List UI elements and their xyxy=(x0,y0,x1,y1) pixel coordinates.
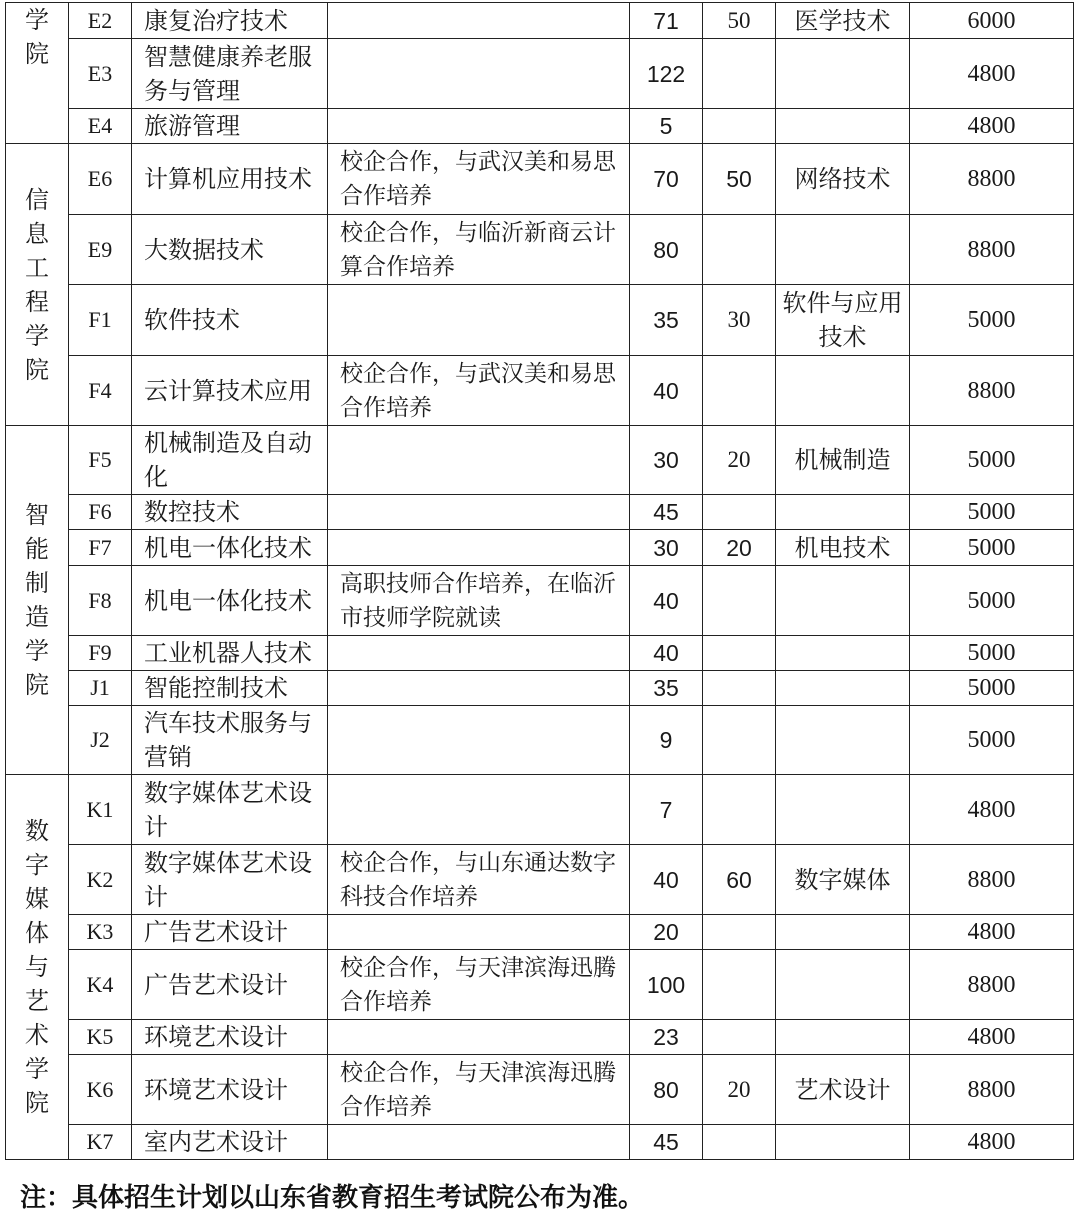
tuition-fee: 8800 xyxy=(910,845,1074,915)
pipeline-plan-count: 20 xyxy=(703,530,776,566)
college-char: 信 xyxy=(25,185,49,214)
tuition-fee: 8800 xyxy=(910,356,1074,426)
major-name: 计算机应用技术 xyxy=(132,144,328,215)
major-code: E3 xyxy=(69,39,132,109)
tuition-fee: 8800 xyxy=(910,950,1074,1020)
major-name: 大数据技术 xyxy=(132,215,328,285)
plan-count: 30 xyxy=(630,426,703,495)
table-row xyxy=(6,144,1074,215)
plan-count: 20 xyxy=(630,915,703,950)
pipeline-plan-count xyxy=(703,39,776,109)
pipeline-major xyxy=(776,495,910,530)
major-note: 校企合作，与武汉美和易思合作培养 xyxy=(328,356,630,426)
table-row xyxy=(6,775,1074,845)
table-row xyxy=(6,950,1074,1020)
pipeline-plan-count xyxy=(703,775,776,845)
major-code: K5 xyxy=(69,1020,132,1055)
major-code: F5 xyxy=(69,426,132,495)
major-code: J2 xyxy=(69,706,132,775)
table-row xyxy=(6,426,1074,495)
pipeline-plan-count xyxy=(703,109,776,144)
table-row xyxy=(6,915,1074,950)
pipeline-major xyxy=(776,109,910,144)
pipeline-plan-count: 50 xyxy=(703,3,776,39)
major-code: E2 xyxy=(69,3,132,39)
major-code: K1 xyxy=(69,775,132,845)
college-char: 字 xyxy=(25,851,49,879)
major-note xyxy=(328,671,630,706)
pipeline-major: 机械制造 xyxy=(776,426,910,495)
major-name: 数控技术 xyxy=(132,495,328,530)
college-cell xyxy=(6,775,69,1160)
major-code: F8 xyxy=(69,566,132,636)
tuition-fee: 5000 xyxy=(910,285,1074,356)
table-row xyxy=(6,530,1074,566)
major-code: E9 xyxy=(69,215,132,285)
plan-count: 35 xyxy=(630,671,703,706)
pipeline-major xyxy=(776,915,910,950)
plan-count: 70 xyxy=(630,144,703,215)
pipeline-plan-count xyxy=(703,356,776,426)
college-char: 院 xyxy=(25,671,49,699)
table-row xyxy=(6,671,1074,706)
plan-count: 5 xyxy=(630,109,703,144)
pipeline-major: 艺术设计 xyxy=(776,1055,910,1125)
plan-count: 80 xyxy=(630,215,703,285)
major-name: 工业机器人技术 xyxy=(132,636,328,671)
college-char: 院 xyxy=(25,40,49,68)
tuition-fee: 5000 xyxy=(910,671,1074,706)
major-note xyxy=(328,285,630,356)
college-char: 制 xyxy=(25,569,49,597)
table-row xyxy=(6,1020,1074,1055)
college-char: 院 xyxy=(25,1089,49,1117)
college-char: 与 xyxy=(25,953,49,981)
pipeline-major xyxy=(776,1125,910,1160)
plan-count: 45 xyxy=(630,495,703,530)
pipeline-major: 机电技术 xyxy=(776,530,910,566)
tuition-fee: 5000 xyxy=(910,566,1074,636)
major-name: 机械制造及自动化 xyxy=(132,426,328,495)
tuition-fee: 4800 xyxy=(910,109,1074,144)
major-note xyxy=(328,636,630,671)
college-char: 院 xyxy=(25,355,49,384)
table-row xyxy=(6,215,1074,285)
college-char: 工 xyxy=(25,253,49,282)
college-char: 学 xyxy=(25,321,49,350)
table-row xyxy=(6,845,1074,915)
college-char: 学 xyxy=(25,637,49,665)
college-char: 艺 xyxy=(25,987,49,1015)
pipeline-major: 数字媒体 xyxy=(776,845,910,915)
major-note: 校企合作，与天津滨海迅腾合作培养 xyxy=(328,1055,630,1125)
pipeline-major xyxy=(776,636,910,671)
major-code: F7 xyxy=(69,530,132,566)
plan-count: 40 xyxy=(630,636,703,671)
major-name: 环境艺术设计 xyxy=(132,1020,328,1055)
tuition-fee: 4800 xyxy=(910,775,1074,845)
plan-count: 40 xyxy=(630,845,703,915)
major-name: 广告艺术设计 xyxy=(132,950,328,1020)
pipeline-major xyxy=(776,566,910,636)
major-note: 校企合作，与天津滨海迅腾合作培养 xyxy=(328,950,630,1020)
tuition-fee: 5000 xyxy=(910,530,1074,566)
tuition-fee: 8800 xyxy=(910,215,1074,285)
major-name: 数字媒体艺术设计 xyxy=(132,845,328,915)
major-note xyxy=(328,39,630,109)
pipeline-major: 软件与应用技术 xyxy=(776,285,910,356)
table-row xyxy=(6,3,1074,39)
pipeline-plan-count: 20 xyxy=(703,1055,776,1125)
major-name: 汽车技术服务与营销 xyxy=(132,706,328,775)
college-char: 体 xyxy=(25,919,49,947)
pipeline-major xyxy=(776,1020,910,1055)
pipeline-plan-count: 30 xyxy=(703,285,776,356)
major-name: 室内艺术设计 xyxy=(132,1125,328,1160)
table-row xyxy=(6,706,1074,775)
college-char: 数 xyxy=(25,817,49,845)
pipeline-plan-count xyxy=(703,566,776,636)
plan-count: 122 xyxy=(630,39,703,109)
major-code: F4 xyxy=(69,356,132,426)
major-name: 旅游管理 xyxy=(132,109,328,144)
tuition-fee: 4800 xyxy=(910,1020,1074,1055)
pipeline-plan-count xyxy=(703,636,776,671)
tuition-fee: 4800 xyxy=(910,1125,1074,1160)
plan-count: 40 xyxy=(630,356,703,426)
tuition-fee: 5000 xyxy=(910,495,1074,530)
table-row xyxy=(6,636,1074,671)
pipeline-plan-count: 20 xyxy=(703,426,776,495)
college-char: 智 xyxy=(25,501,49,529)
pipeline-plan-count xyxy=(703,215,776,285)
plan-count: 35 xyxy=(630,285,703,356)
major-name: 智能控制技术 xyxy=(132,671,328,706)
college-cell xyxy=(6,426,69,775)
college-char: 学 xyxy=(25,1055,49,1083)
plan-count: 71 xyxy=(630,3,703,39)
table-row xyxy=(6,1055,1074,1125)
tuition-fee: 4800 xyxy=(910,915,1074,950)
college-char: 媒 xyxy=(25,885,49,913)
major-note: 高职技师合作培养，在临沂市技师学院就读 xyxy=(328,566,630,636)
pipeline-major xyxy=(776,950,910,1020)
major-code: F9 xyxy=(69,636,132,671)
tuition-fee: 5000 xyxy=(910,636,1074,671)
major-code: E4 xyxy=(69,109,132,144)
pipeline-plan-count xyxy=(703,1020,776,1055)
table-row xyxy=(6,285,1074,356)
pipeline-plan-count xyxy=(703,915,776,950)
plan-count: 30 xyxy=(630,530,703,566)
major-name: 康复治疗技术 xyxy=(132,3,328,39)
major-code: E6 xyxy=(69,144,132,215)
major-name: 软件技术 xyxy=(132,285,328,356)
tuition-fee: 6000 xyxy=(910,3,1074,39)
footnote: 注：具体招生计划以山东省教育招生考试院公布为准。 xyxy=(20,1183,645,1213)
pipeline-major xyxy=(776,215,910,285)
major-note xyxy=(328,775,630,845)
tuition-fee: 8800 xyxy=(910,1055,1074,1125)
college-char: 术 xyxy=(25,1021,49,1049)
pipeline-major xyxy=(776,356,910,426)
pipeline-plan-count xyxy=(703,950,776,1020)
college-char: 造 xyxy=(25,603,49,631)
major-note: 校企合作，与临沂新商云计算合作培养 xyxy=(328,215,630,285)
major-note: 校企合作，与武汉美和易思合作培养 xyxy=(328,144,630,215)
pipeline-major: 网络技术 xyxy=(776,144,910,215)
major-note xyxy=(328,426,630,495)
tuition-fee: 8800 xyxy=(910,144,1074,215)
major-note xyxy=(328,495,630,530)
major-code: K7 xyxy=(69,1125,132,1160)
major-name: 智慧健康养老服务与管理 xyxy=(132,39,328,109)
pipeline-plan-count xyxy=(703,706,776,775)
major-code: K6 xyxy=(69,1055,132,1125)
plan-count: 40 xyxy=(630,566,703,636)
pipeline-plan-count: 60 xyxy=(703,845,776,915)
major-code: K2 xyxy=(69,845,132,915)
plan-count: 9 xyxy=(630,706,703,775)
pipeline-plan-count: 50 xyxy=(703,144,776,215)
major-name: 广告艺术设计 xyxy=(132,915,328,950)
pipeline-major: 医学技术 xyxy=(776,3,910,39)
table-row xyxy=(6,356,1074,426)
pipeline-plan-count xyxy=(703,495,776,530)
pipeline-plan-count xyxy=(703,1125,776,1160)
major-code: K4 xyxy=(69,950,132,1020)
major-name: 云计算技术应用 xyxy=(132,356,328,426)
major-note xyxy=(328,915,630,950)
major-note xyxy=(328,3,630,39)
major-code: F1 xyxy=(69,285,132,356)
major-name: 数字媒体艺术设计 xyxy=(132,775,328,845)
major-name: 机电一体化技术 xyxy=(132,566,328,636)
major-code: F6 xyxy=(69,495,132,530)
major-code: K3 xyxy=(69,915,132,950)
tuition-fee: 5000 xyxy=(910,706,1074,775)
table-row xyxy=(6,109,1074,144)
pipeline-plan-count xyxy=(703,671,776,706)
major-note xyxy=(328,1020,630,1055)
pipeline-major xyxy=(776,706,910,775)
major-name: 环境艺术设计 xyxy=(132,1055,328,1125)
college-cell xyxy=(6,3,69,144)
major-code: J1 xyxy=(69,671,132,706)
table-row xyxy=(6,39,1074,109)
table-row xyxy=(6,566,1074,636)
major-name: 机电一体化技术 xyxy=(132,530,328,566)
college-char: 程 xyxy=(25,287,49,316)
pipeline-major xyxy=(776,671,910,706)
college-char: 息 xyxy=(25,219,49,248)
table-row xyxy=(6,495,1074,530)
pipeline-major xyxy=(776,775,910,845)
college-char: 能 xyxy=(25,535,49,563)
major-note xyxy=(328,530,630,566)
college-char: 学 xyxy=(25,6,49,34)
plan-count: 100 xyxy=(630,950,703,1020)
major-note xyxy=(328,1125,630,1160)
tuition-fee: 5000 xyxy=(910,426,1074,495)
college-cell xyxy=(6,144,69,426)
plan-count: 23 xyxy=(630,1020,703,1055)
major-note xyxy=(328,109,630,144)
table-row xyxy=(6,1125,1074,1160)
plan-count: 7 xyxy=(630,775,703,845)
plan-count: 80 xyxy=(630,1055,703,1125)
major-note: 校企合作，与山东通达数字科技合作培养 xyxy=(328,845,630,915)
enrollment-plan-table xyxy=(5,2,1074,1160)
major-note xyxy=(328,706,630,775)
plan-count: 45 xyxy=(630,1125,703,1160)
tuition-fee: 4800 xyxy=(910,39,1074,109)
pipeline-major xyxy=(776,39,910,109)
